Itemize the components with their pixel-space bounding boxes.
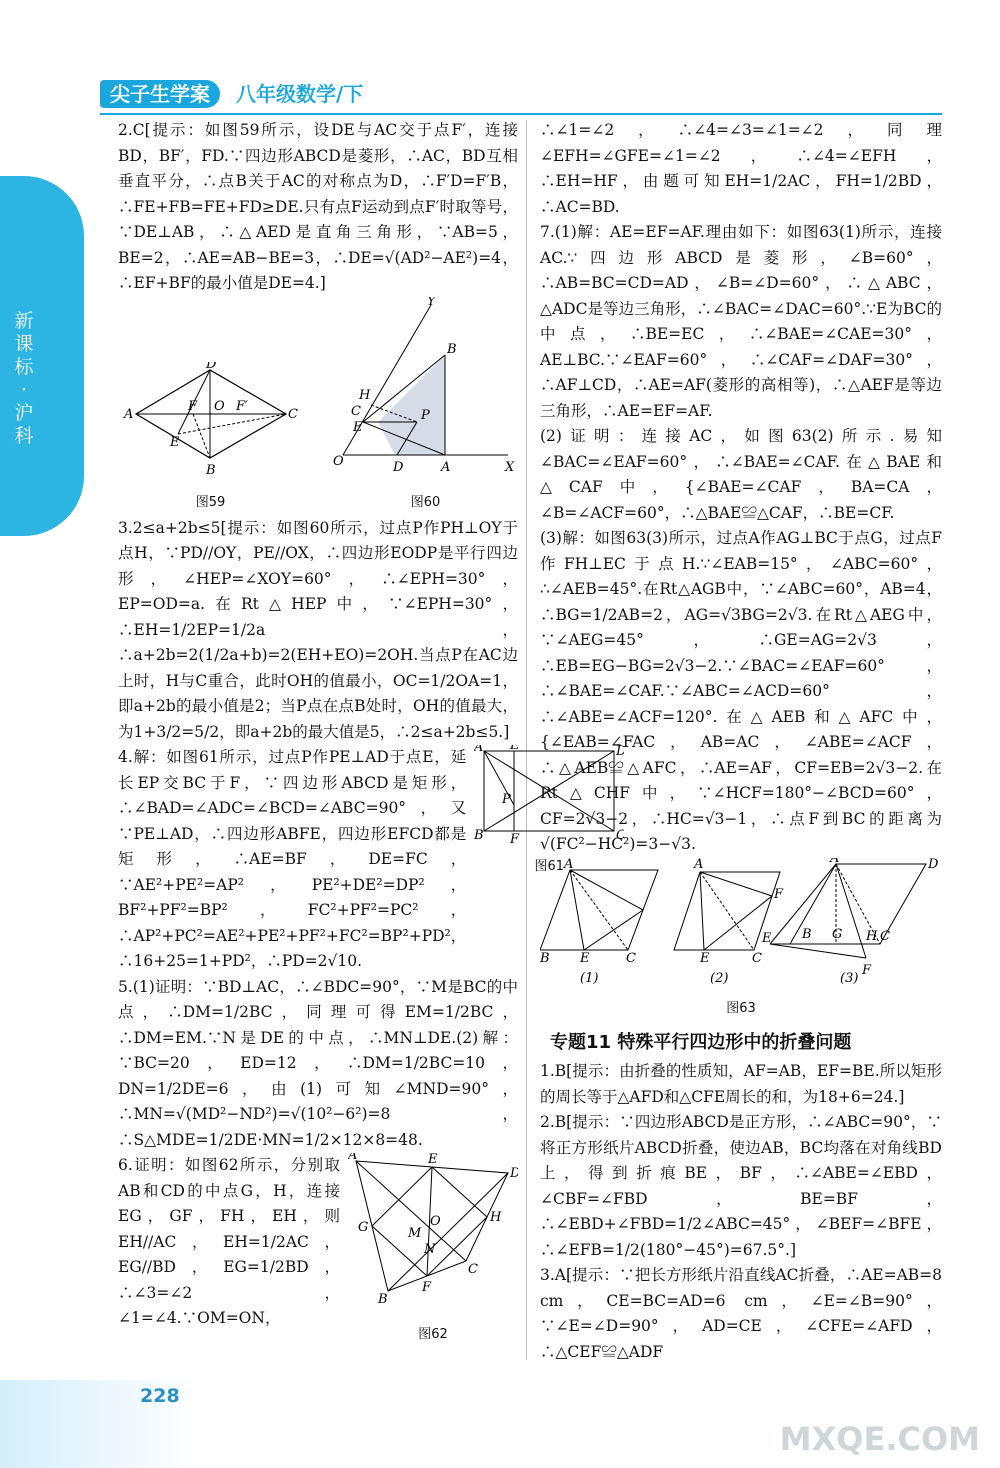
page-number: 228 xyxy=(140,1385,180,1407)
book-subtitle: 八年级数学/下 xyxy=(236,82,364,106)
svg-text:C: C xyxy=(626,950,636,966)
topic-title: 专题11 特殊平行四边形中的折叠问题 xyxy=(550,1031,852,1053)
figure-60-svg xyxy=(333,297,518,482)
svg-text:F: F xyxy=(188,398,198,414)
svg-text:X: X xyxy=(505,459,515,475)
answer-6-continued: ∴∠1=∠2，∴∠4=∠3=∠1=∠2，同理∠EFH=∠GFE=∠1=∠2，∴∠4=∠EFH，∴EH=HF，由题可知EH=1/2AC，FH=1/2BD，∴AC=BD. xyxy=(540,121,942,216)
svg-text:O: O xyxy=(430,1214,441,1229)
figure-62-svg xyxy=(348,1153,518,1313)
figure-60-caption: 图60 xyxy=(410,495,441,510)
svg-text:B: B xyxy=(447,341,457,357)
figure-63-svg xyxy=(540,858,940,988)
answer-6: 6.证明：如图62所示，分别取AB和CD的中点G，H，连接EG，GF，FH，EH，则EH//AC，EH=1/2AC，EG//BD，EG=1/2BD，∴∠3=∠2，∠1=∠4.∵OM=ON， xyxy=(118,1156,340,1327)
svg-text:D xyxy=(509,1166,518,1181)
svg-text:H: H xyxy=(490,1210,502,1225)
right-column xyxy=(540,118,942,1365)
svg-text:D: D xyxy=(206,361,217,372)
side-label: 新课标·沪科 xyxy=(14,310,34,447)
svg-text:A: A xyxy=(564,857,574,872)
svg-text:B: B xyxy=(378,1292,388,1307)
figure-59-svg xyxy=(118,362,303,482)
svg-text:A: A xyxy=(830,857,840,866)
brand-badge: 尖子生学案 xyxy=(100,80,220,108)
answer-3: 3.2≤a+2b≤5[提示：如图60所示，过点P作PH⊥OY于点H，∵PD//OY，PE//OX，∴四边形EODP是平行四边形，∠HEP=∠XOY=60°，∴∠EPH=30°，EP=OD=a.在Rt△HEP中，∵∠EPH=30°，∴EH=1/2EP=1/2a，∴a+2b=2(1/2a+b)=2(EH+EO)=2OH.当点P在AC边上时，H与C重合，此时OH的值最小，OC=1/2OA=1，即a+2b的最小值是2；当P点在点B处时，OH的值最大，为1+3/2=5/2，即a+2b的最大值是5，∴2≤a+2b≤5.] xyxy=(118,518,518,741)
figure-62-caption: 图62 xyxy=(418,1326,448,1342)
svg-text:E: E xyxy=(428,1153,438,1167)
watermark: MXQE.COM xyxy=(779,1420,980,1458)
svg-text:A: A xyxy=(474,745,484,755)
answer-4: 4.解：如图61所示，过点P作PE⊥AD于点E，延长EP交BC于F，∵四边形ABCD是矩形，∴∠BAD=∠ADC=∠BCD=∠ABC=90°，又∵PE⊥AD，∴四边形ABFE，四边形EFCD都是矩形，∴AE=BF，DE=FC，∵AE²+PE²=AP²，PE²+DE²=DP²，BF²+PF²=BP²，FC²+PF²=PC²，∴AP²+PC²=AE²+PE²+PF²+FC²=BP²+PD²，∴16+25=1+PD²，∴PD=2√10. xyxy=(118,748,467,970)
svg-text:B: B xyxy=(802,926,812,942)
svg-text:B: B xyxy=(540,950,550,966)
svg-text:B: B xyxy=(206,462,216,478)
figure-59-caption: 图59 xyxy=(195,495,226,510)
svg-text:F: F xyxy=(510,832,520,845)
answer-7-part2: (2)证明：连接AC，如图63(2)所示.易知∠BAC=∠EAF=60°，∴∠BAE=∠CAF.在△BAE和△CAF中，{∠BAE=∠CAF，BA=CA，∠B=∠ACF=60°，∴△BAE≌△CAF，∴BE=CF. xyxy=(540,427,942,522)
svg-text:P: P xyxy=(421,407,430,423)
answer-7-part1: 7.(1)解：AE=EF=AF.理由如下：如图63(1)所示，连接AC.∵四边形ABCD是菱形，∠B=60°，∴AB=BC=CD=AD，∠B=∠D=60°，∴△ABC，△ADC是等边三角形，∴∠BAC=∠DAC=60°.∵E为BC的中点，∴BE=EC，∴∠BAE=∠CAE=30°，AE⊥BC.∵∠EAF=60°，∴∠CAF=∠DAF=30°，∴AF⊥CD，∴AE=AF(菱形的高相等)，∴△AEF是等边三角形，∴AE=EF=AF. xyxy=(540,223,942,420)
svg-text:G: G xyxy=(358,1220,369,1235)
topic-answer-1: 1.B[提示：由折叠的性质知，AF=AB，EF=BE.所以矩形的周长等于△AFD和△CFE周长的和，为18+6=24.] xyxy=(540,1062,942,1106)
svg-text:O: O xyxy=(333,453,344,469)
svg-text:C: C xyxy=(468,1262,478,1277)
svg-text:A: A xyxy=(694,857,704,872)
column-divider xyxy=(526,120,527,1360)
figure-59 xyxy=(118,362,303,516)
svg-text:D: D xyxy=(928,857,939,872)
svg-text:A: A xyxy=(441,459,451,475)
svg-text:O: O xyxy=(214,398,225,414)
answer-7-part3: (3)解：如图63(3)所示，过点A作AG⊥BC于点G，过点F作FH⊥EC于点H.∵∠EAB=15°，∠ABC=60°，∴∠AEB=45°.在Rt△AGB中，∵∠ABC=60°，AB=4，∴BG=1/2AB=2，AG=√3BG=2√3.在Rt△AEG中，∵∠AEG=45°，∴GE=AG=2√3，∴EB=EG−BG=2√3−2.∵∠BAC=∠EAF=60°，∴∠BAE=∠CAF.∵∠ABC=∠ACD=60°，∴∠ABE=∠ACF=120°.在△AEB和△AFC中，{∠EAB=∠FAC，AB=AC，∠ABE=∠ACF，∴△AEB≌△AFC，∴AE=AF，CF=EB=2√3−2.在Rt△CHF中，∵∠HCF=180°−∠BCD=60°，CF=2√3−2，∴HC=√3−1，∴点F到BC的距离为√(FC²−HC²)=3−√3. xyxy=(540,529,942,853)
left-column xyxy=(118,118,565,1347)
svg-text:N: N xyxy=(424,1242,436,1257)
side-band xyxy=(0,176,84,536)
svg-text:F: F xyxy=(862,962,872,978)
answer-2: 2.C[提示：如图59所示，设DE与AC交于点F′，连接BD，BF′，FD.∵四边形ABCD是菱形，∴AC，BD互相垂直平分，∴点B关于AC的对称点为D，∴F′D=F′B，∴FE+FB=FE+FD≥DE.只有点F运动到点F′时取等号，∵DE⊥AB，∴△AED是直角三角形，∵AB=5，BE=2，∴AE=AB−BE=3，∴DE=√(AD²−AE²)=4，∴EF+BF的最小值是DE=4.] xyxy=(118,121,518,292)
figure-63 xyxy=(540,858,942,1022)
topic-answer-3: 3.A[提示：∵把长方形纸片沿直线AC折叠，∴AE=AB=8 cm，CE=BC=AD=6 cm，∠E=∠B=90°，∵∠E=∠D=90°，AD=CE，∠CFE=∠AFD，∴△CEF≌△ADF xyxy=(540,1266,942,1361)
svg-text:E: E xyxy=(580,950,590,966)
svg-text:D: D xyxy=(393,459,404,475)
svg-text:F: F xyxy=(422,1280,432,1295)
figure-61-caption: 图61 xyxy=(534,858,565,874)
figure-63-2 xyxy=(674,858,784,966)
svg-text:F′: F′ xyxy=(236,398,248,414)
answer-6-block xyxy=(118,1153,518,1347)
figure-60 xyxy=(333,297,518,516)
svg-text:P: P xyxy=(502,792,512,807)
answer-5: 5.(1)证明：∵BD⊥AC，∴∠BDC=90°，∵M是BC的中点，∴DM=1/2BC，同理可得EM=1/2BC，∴DM=EM.∵N是DE的中点，∴MN⊥DE.(2)解：∵BC=20，ED=12，∴DM=1/2BC=10，DN=1/2DE=6，由(1)可知∠MND=90°，∴MN=√(MD²−ND²)=√(10²−6²)=8，∴S△MDE=1/2DE·MN=1/2×12×8=48. xyxy=(118,977,518,1149)
svg-text:A: A xyxy=(124,406,134,422)
figure-62 xyxy=(348,1153,518,1347)
svg-text:M: M xyxy=(408,1226,422,1241)
svg-text:E: E xyxy=(170,434,180,450)
answer-4-block xyxy=(118,745,565,975)
svg-text:C: C xyxy=(880,928,890,944)
figure-63-sub-2: (2) xyxy=(710,970,729,986)
svg-text:C: C xyxy=(752,950,762,966)
svg-text:H: H xyxy=(359,387,371,403)
svg-text:E: E xyxy=(762,930,772,946)
figures-59-60 xyxy=(118,297,518,516)
svg-text:E: E xyxy=(700,950,710,966)
topic-answer-2: 2.B[提示：∵四边形ABCD是正方形，∴∠ABC=90°，∵将正方形纸片ABCD折叠，使边AB，BC均落在对角线BD上，得到折痕BE，BF，∴∠ABE=∠EBD，∠CBF=∠FBD，BE=BF，∴∠EBD+∠FBD=1/2∠ABC=45°，∠BEF=∠BFE，∴∠EFB=1/2(180°−45°)=67.5°.] xyxy=(540,1113,943,1259)
figure-63-3 xyxy=(761,858,939,978)
svg-text:A: A xyxy=(348,1153,358,1163)
figure-63-1 xyxy=(540,858,658,966)
figure-63-sub-3: (3) xyxy=(840,970,859,986)
svg-text:E: E xyxy=(510,745,520,753)
header-rule xyxy=(100,113,942,115)
figure-63-caption: 图63 xyxy=(726,1001,756,1016)
svg-text:B: B xyxy=(474,828,484,843)
svg-text:G: G xyxy=(832,926,843,942)
svg-text:C: C xyxy=(351,403,361,419)
svg-text:H: H xyxy=(866,928,878,944)
svg-text:Y: Y xyxy=(427,296,436,309)
svg-text:F: F xyxy=(774,886,784,902)
svg-text:C: C xyxy=(288,406,298,422)
figure-63-sub-1: (1) xyxy=(580,970,599,986)
svg-text:E: E xyxy=(353,419,363,435)
